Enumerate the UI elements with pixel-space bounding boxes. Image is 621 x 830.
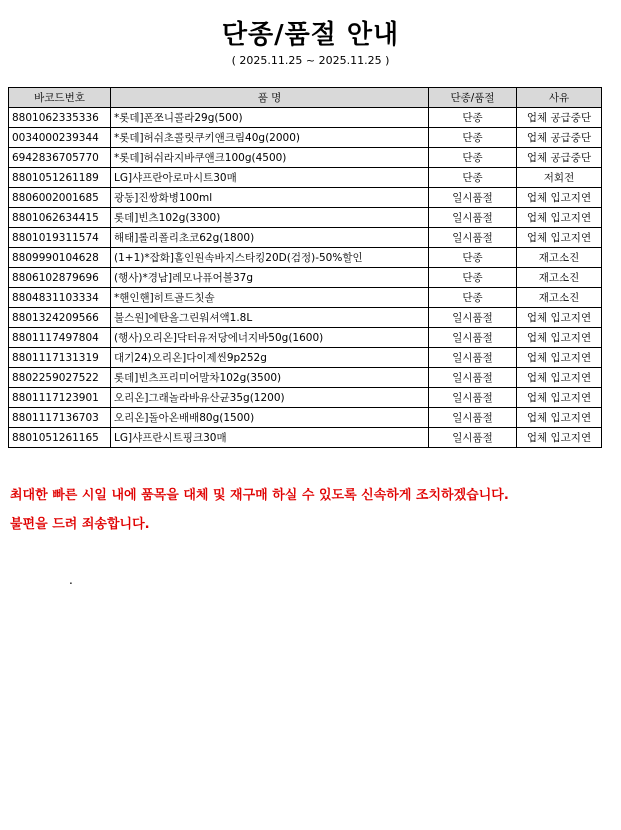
barcode-cell: 8801117136703 [9, 408, 111, 428]
status-cell: 단종 [429, 148, 517, 168]
table-row [9, 188, 602, 208]
notice-line-1: 최대한 빠른 시일 내에 품목을 대체 및 재구매 하실 수 있도록 신속하게 조치하겠습니다. [10, 488, 509, 503]
product-name-cell: (행사)*경남]레모나퓨어볼37g [111, 268, 429, 288]
status-cell: 일시품절 [429, 208, 517, 228]
status-cell: 단종 [429, 268, 517, 288]
reason-cell: 업체 입고지연 [517, 208, 602, 228]
product-name-cell: 광동]진쌍화병100ml [111, 188, 429, 208]
barcode-cell: 6942836705770 [9, 148, 111, 168]
table-row [9, 168, 602, 188]
status-cell: 단종 [429, 288, 517, 308]
product-name-cell: 롯데]빈츠102g(3300) [111, 208, 429, 228]
reason-cell: 업체 공급중단 [517, 108, 602, 128]
barcode-cell: 8801062335336 [9, 108, 111, 128]
table-header-row [9, 88, 602, 108]
barcode-cell: 8801062634415 [9, 208, 111, 228]
reason-cell: 업체 공급중단 [517, 128, 602, 148]
reason-cell: 재고소진 [517, 268, 602, 288]
table-row [9, 268, 602, 288]
barcode-cell: 8801324209566 [9, 308, 111, 328]
barcode-cell: 8801051261189 [9, 168, 111, 188]
reason-cell: 업체 입고지연 [517, 308, 602, 328]
status-cell: 단종 [429, 108, 517, 128]
table-row [9, 428, 602, 448]
barcode-cell: 8806002001685 [9, 188, 111, 208]
product-name-cell: (행사)오리온]닥터유저당에너지바50g(1600) [111, 328, 429, 348]
product-name-cell: *롯데]허쉬라지바쿠앤크100g(4500) [111, 148, 429, 168]
product-name-cell: *핸인핸]히트골드칫솔 [111, 288, 429, 308]
reason-cell: 업체 입고지연 [517, 328, 602, 348]
table-row [9, 228, 602, 248]
product-name-cell: 해태]롤리폴리초코62g(1800) [111, 228, 429, 248]
table-row [9, 288, 602, 308]
column-header-product-name: 품 명 [111, 88, 429, 108]
status-cell: 단종 [429, 168, 517, 188]
notice-line-2: 불편을 드려 죄송합니다. [10, 517, 150, 532]
table-row [9, 348, 602, 368]
reason-cell: 업체 입고지연 [517, 368, 602, 388]
barcode-cell: 8801019311574 [9, 228, 111, 248]
status-cell: 일시품절 [429, 388, 517, 408]
barcode-cell: 8801117131319 [9, 348, 111, 368]
product-name-cell: 불스원]에탄올그린워셔액1.8L [111, 308, 429, 328]
table-row [9, 248, 602, 268]
table-row [9, 208, 602, 228]
date-range: ( 2025.11.25 ~ 2025.11.25 ) [231, 54, 390, 67]
status-cell: 단종 [429, 128, 517, 148]
reason-cell: 업체 공급중단 [517, 148, 602, 168]
product-name-cell: LG]샤프란시트핑크30매 [111, 428, 429, 448]
reason-cell: 업체 입고지연 [517, 408, 602, 428]
column-header-reason: 사유 [517, 88, 602, 108]
product-name-cell: LG]샤프란아로마시트30매 [111, 168, 429, 188]
reason-cell: 저회전 [517, 168, 602, 188]
footer-mark: . [69, 573, 73, 587]
page-title: 단종/품절 안내 [221, 20, 400, 50]
product-name-cell: *롯데]폰쪼니콜라29g(500) [111, 108, 429, 128]
reason-cell: 업체 입고지연 [517, 348, 602, 368]
table-row [9, 388, 602, 408]
table-row [9, 368, 602, 388]
barcode-cell: 8802259027522 [9, 368, 111, 388]
barcode-cell: 8804831103334 [9, 288, 111, 308]
barcode-cell: 8809990104628 [9, 248, 111, 268]
status-cell: 단종 [429, 248, 517, 268]
status-cell: 일시품절 [429, 328, 517, 348]
column-header-barcode: 바코드번호 [9, 88, 111, 108]
reason-cell: 업체 입고지연 [517, 228, 602, 248]
product-name-cell: 오리온]돌아온배배80g(1500) [111, 408, 429, 428]
status-cell: 일시품절 [429, 428, 517, 448]
barcode-cell: 0034000239344 [9, 128, 111, 148]
status-cell: 일시품절 [429, 408, 517, 428]
table-row [9, 148, 602, 168]
reason-cell: 재고소진 [517, 248, 602, 268]
product-name-cell: 대기24)오리온]다이제씬9p252g [111, 348, 429, 368]
reason-cell: 재고소진 [517, 288, 602, 308]
reason-cell: 업체 입고지연 [517, 188, 602, 208]
reason-cell: 업체 입고지연 [517, 428, 602, 448]
discontinued-items-table [8, 87, 602, 448]
table-row [9, 308, 602, 328]
barcode-cell: 8801051261165 [9, 428, 111, 448]
status-cell: 일시품절 [429, 308, 517, 328]
barcode-cell: 8806102879696 [9, 268, 111, 288]
table-row [9, 328, 602, 348]
column-header-status: 단종/품절 [429, 88, 517, 108]
reason-cell: 업체 입고지연 [517, 388, 602, 408]
table-row [9, 408, 602, 428]
product-name-cell: (1+1)*잡화]홀인원속바지스타킹20D(검정)-50%할인 [111, 248, 429, 268]
status-cell: 일시품절 [429, 188, 517, 208]
table-row [9, 108, 602, 128]
status-cell: 일시품절 [429, 228, 517, 248]
product-name-cell: *롯데]허쉬초콜릿쿠키앤크림40g(2000) [111, 128, 429, 148]
product-name-cell: 롯데]빈츠프리미어말차102g(3500) [111, 368, 429, 388]
table-row [9, 128, 602, 148]
status-cell: 일시품절 [429, 348, 517, 368]
product-name-cell: 오리온]그래놀라바유산균35g(1200) [111, 388, 429, 408]
status-cell: 일시품절 [429, 368, 517, 388]
barcode-cell: 8801117497804 [9, 328, 111, 348]
barcode-cell: 8801117123901 [9, 388, 111, 408]
